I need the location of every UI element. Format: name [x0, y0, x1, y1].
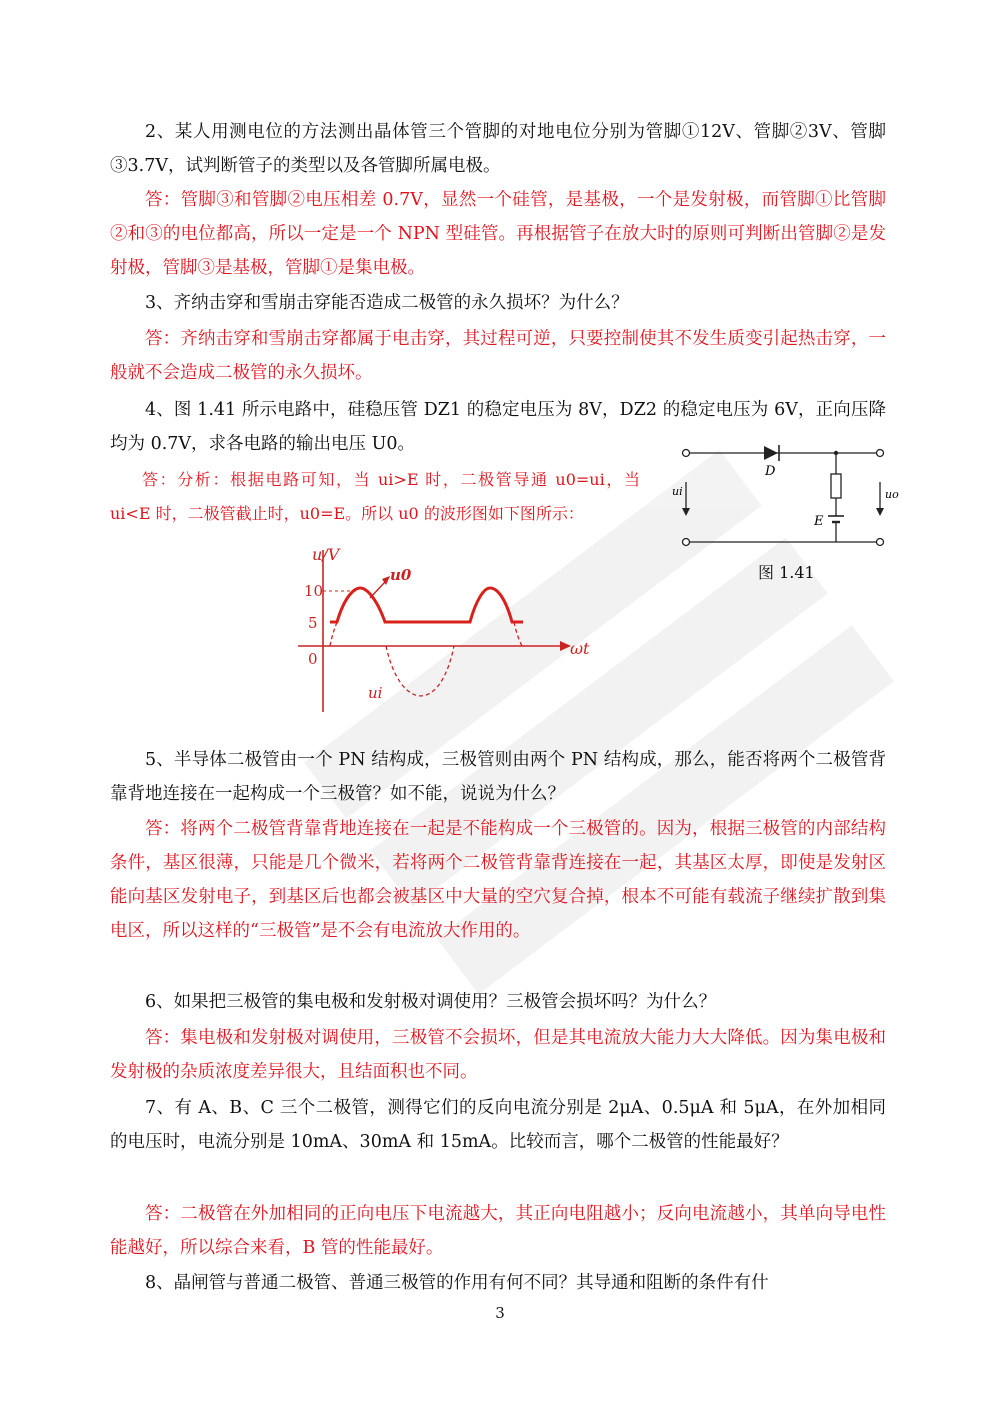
question-5: 5、半导体二极管由一个 PN 结构成，三极管则由两个 PN 结构成，那么，能否将两个二极管背靠背地连接在一起构成一个三极管？如不能，说说为什么？	[110, 750, 886, 804]
answer-2: 答：管脚③和管脚②电压相差 0.7V，显然一个硅管，是基极，一个是发射极，而管脚①比管脚②和③的电位都高，所以一定是一个 NPN 型硅管。再根据管子在放大时的原则可判断出管脚②是发射极，管脚③是基极，管脚①是集电极。	[110, 190, 886, 278]
question-7: 7、有 A、B、C 三个二极管，测得它们的反向电流分别是 2μA、0.5μA 和 5μA，在外加相同的电压时，电流分别是 10mA、30mA 和 15mA。比较而言，哪个二极管的性能最好？	[110, 1098, 886, 1152]
arrow-down-icon	[682, 508, 690, 516]
label-uo: uo	[885, 488, 899, 501]
tick-0: 0	[308, 650, 318, 668]
waveform-diagram	[290, 540, 590, 720]
tick-5: 5	[308, 614, 318, 632]
junction-dot	[834, 451, 838, 455]
question-6: 6、如果把三极管的集电极和发射极对调使用？三极管会损坏吗？为什么？	[145, 992, 717, 1012]
tick-10: 10	[304, 582, 324, 600]
question-4: 4、图 1.41 所示电路中，硅稳压管 DZ1 的稳定电压为 8V，DZ2 的稳定电压为 6V，正向压降均为 0.7V，求各电路的输出电压 U0。	[110, 400, 886, 454]
label-d: D	[765, 464, 776, 479]
answer-3: 答：齐纳击穿和雪崩击穿都属于电击穿，其过程可逆，只要控制使其不发生质变引起热击穿，一般就不会造成二极管的永久损坏。	[110, 329, 886, 383]
arrow-down-icon	[876, 508, 884, 516]
label-e: E	[814, 514, 824, 529]
label-u0: u0	[390, 566, 412, 584]
question-8: 8、晶闸管与普通二极管、普通三极管的作用有何不同？其导通和阻断的条件有什	[145, 1273, 769, 1293]
answer-4: 答：分析：根据电路可知，当 ui>E 时，二极管导通 u0=ui，当 ui<E 时，二极管截止时，u0=E。所以 u0 的波形图如下图所示：	[110, 470, 640, 523]
answer-6: 答：集电极和发射极对调使用，三极管不会损坏，但是其电流放大能力大大降低。因为集电极和发射极的杂质浓度差异很大，且结面积也不同。	[110, 1028, 886, 1082]
y-axis-label: u/V	[312, 545, 340, 564]
question-3: 3、齐纳击穿和雪崩击穿能否造成二极管的永久损坏？为什么？	[145, 293, 629, 313]
answer-7: 答：二极管在外加相同的正向电压下电流越大，其正向电阻越小；反向电流越小，其单向导电性能越好，所以综合来看，B 管的性能最好。	[110, 1204, 886, 1258]
label-ui: ui	[672, 485, 683, 498]
diode-icon	[764, 446, 778, 460]
page-number: 3	[495, 1304, 505, 1322]
figure-caption: 图 1.41	[758, 563, 815, 582]
label-ui: ui	[368, 684, 383, 702]
x-axis-label: ωt	[570, 639, 590, 658]
question-2: 2、某人用测电位的方法测出晶体管三个管脚的对地电位分别为管脚①12V、管脚②3V、管脚③3.7V，试判断管子的类型以及各管脚所属电极。	[110, 122, 886, 176]
answer-5: 答：将两个二极管背靠背地连接在一起是不能构成一个三极管的。因为，根据三极管的内部结构条件，基区很薄，只能是几个微米，若将两个二极管背靠背连接在一起，其基区太厚，即使是发射区能向基区发射电子，到基区后也都会被基区中大量的空穴复合掉，根本不可能有载流子继续扩散到集电区，所以这样的“三极管”是不会有电流放大作用的。	[110, 819, 886, 941]
